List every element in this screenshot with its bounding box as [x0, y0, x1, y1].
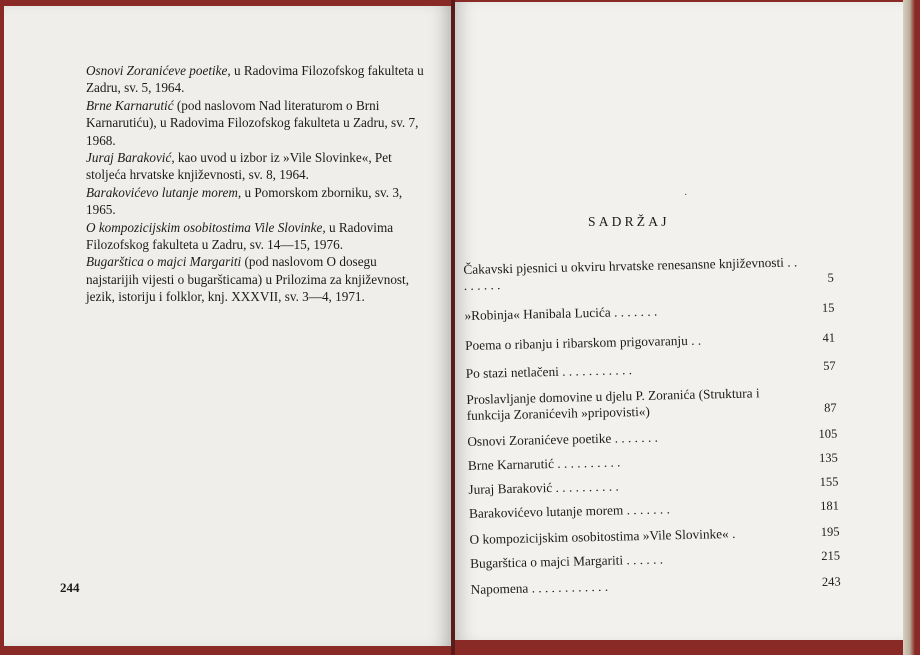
entry-title: Osnovi Zoranićeve poetike, [86, 63, 231, 78]
bibliography-entry [86, 149, 426, 184]
toc-entry-title: »Robinja« Hanibala Lucića . . . . . . . [464, 303, 658, 323]
table-of-contents [463, 242, 841, 598]
toc-entry-page: 41 [822, 330, 836, 345]
entry-title: Bugarštica o majci Margariti [86, 254, 242, 270]
toc-entry-page: 155 [819, 474, 839, 489]
toc-entry-page: 243 [821, 574, 841, 589]
toc-entry-title: Napomena . . . . . . . . . . . . [470, 578, 609, 597]
entry-source: kao uvod u izbor iz »Vile Slovinke«, Pet stoljeća hrvatske književnosti, sv. 8, 1964. [86, 150, 392, 183]
entry-source: (pod naslovom Nad literaturom o Brni Karnarutiću), u Radovima Filozofskog fakulteta u Zadru, sv. 7, 1968. [86, 97, 419, 148]
entry-source: u Radovima Filozofskog fakulteta u Zadru, sv. 14—15, 1976. [86, 219, 394, 253]
toc-entry-page: 5 [827, 270, 834, 285]
entry-title: Juraj Baraković, [86, 150, 175, 166]
toc-entry-page: 57 [823, 358, 836, 373]
toc-entry-title: Čakavski pjesnici u okviru hrvatske renesansne književnosti . . . . . . . . [463, 254, 798, 293]
toc-entry-page: 181 [819, 498, 840, 513]
toc-entry-page: 105 [818, 426, 838, 441]
entry-title: Brne Karnarutić [86, 97, 174, 113]
bibliography-entry [86, 62, 426, 97]
toc-entry-page: 87 [824, 400, 837, 415]
entry-source: (pod naslovom O dosegu najstarijih vijesti o bugaršticama) u Prilozima za književnost, jezik, istoriju i folklor, knj. XXXVII, sv. 3—4, 1971. [86, 254, 410, 305]
toc-entry-page: 135 [818, 450, 838, 465]
bibliography-entry [86, 184, 426, 219]
bibliography-entry [86, 253, 426, 305]
entry-source: u Radovima Filozofskog fakulteta u Zadru, sv. 5, 1964. [86, 63, 424, 96]
toc-entry-page: 15 [821, 300, 835, 315]
toc-entry-title: O kompozicijskim osobitostima »Vile Slovinke« . [469, 525, 736, 547]
entry-title: Barakovićevo lutanje morem, [86, 184, 242, 200]
page-edges [903, 0, 920, 655]
toc-heading: SADRŽAJ [588, 214, 670, 229]
toc-entry-page: 195 [820, 524, 840, 539]
toc-entry-title: Brne Karnarutić . . . . . . . . . . [467, 454, 621, 473]
toc-row [466, 374, 837, 424]
bibliography-entry [86, 219, 426, 254]
toc-entry-title: Bugarštica o majci Margariti . . . . . . [469, 551, 664, 571]
toc-row [463, 242, 834, 294]
toc-entry-title: Barakovićevo lutanje morem . . . . . . . [468, 501, 670, 521]
toc-entry-title: Proslavljanje domovine u djelu P. Zoranića (Struktura i funkcija Zoranićevih »pripovisti«) [466, 385, 760, 423]
toc-entry-title: Poema o ribanju i ribarskom prigovaranju . . [464, 332, 702, 353]
entry-source: u Pomorskom zborniku, sv. 3, 1965. [86, 184, 403, 218]
toc-entry-title: Osnovi Zoranićeve poetike . . . . . . . [467, 429, 659, 449]
bibliography-list [86, 62, 426, 306]
bibliography-entry [86, 97, 426, 149]
page-number: 244 [60, 580, 80, 595]
toc-entry-title: Po stazi netlačeni . . . . . . . . . . . [465, 362, 633, 381]
entry-title: O kompozicijskim osobitostima Vile Slovinke, [86, 219, 326, 235]
toc-entry-page: 215 [821, 548, 841, 563]
toc-entry-title: Juraj Baraković . . . . . . . . . . [468, 478, 619, 497]
print-speck: · [684, 190, 688, 201]
